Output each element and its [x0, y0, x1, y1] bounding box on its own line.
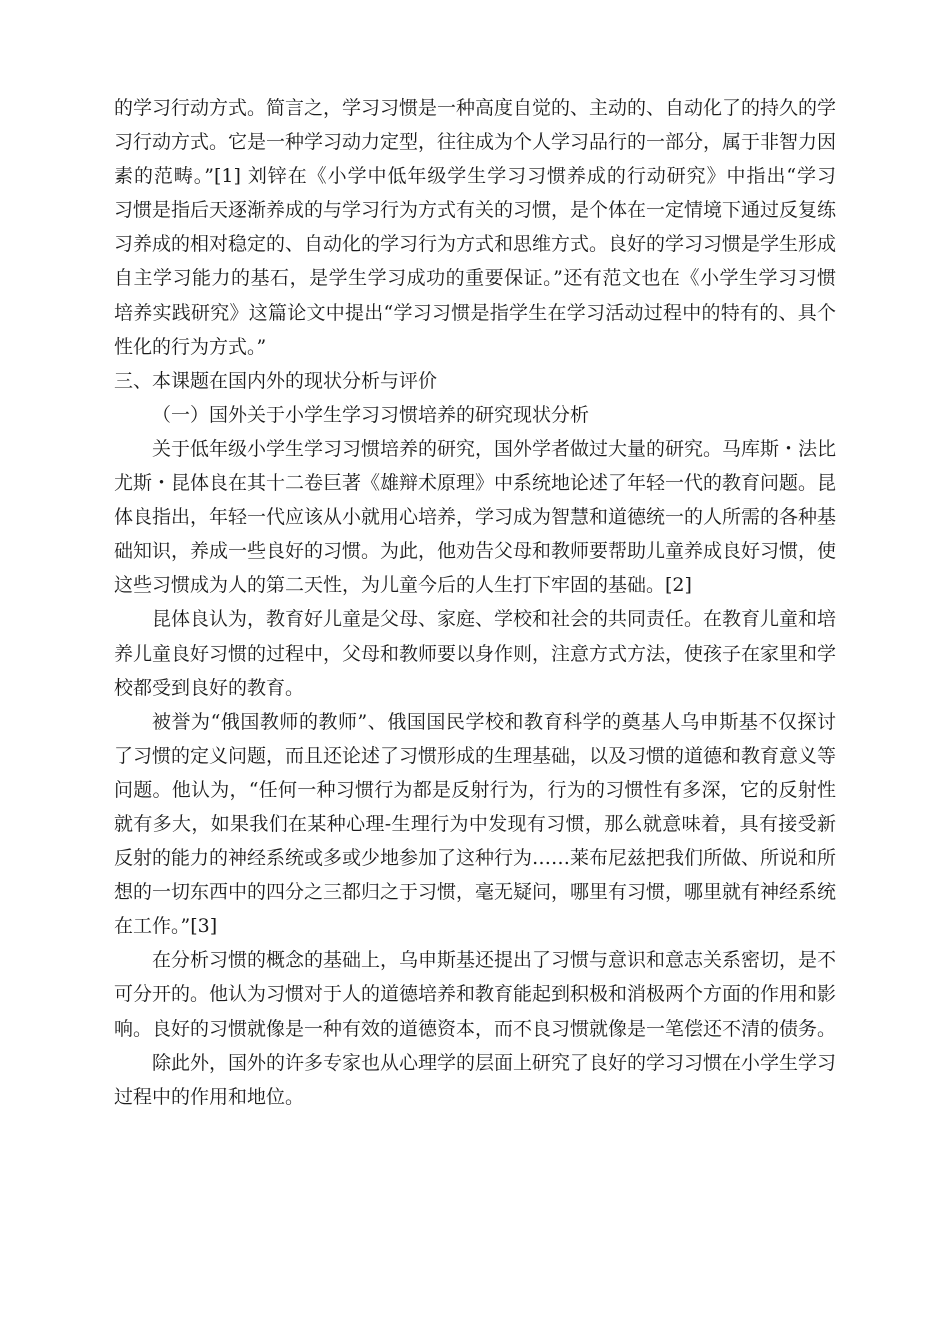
text-line: 除此外，国外的许多专家也从心理学的层面上研究了良好的学习习惯在小学生学习	[152, 1051, 837, 1074]
subsection-heading: （一）国外关于小学生学习习惯培养的研究现状分析	[152, 403, 590, 426]
document-page	[114, 91, 836, 1114]
text-line: 习养成的相对稳定的、自动化的学习行为方式和思维方式。良好的学习习惯是学生形成	[114, 233, 837, 256]
paragraph-definition-continued	[114, 91, 836, 364]
text-line: 尤斯・昆体良在其十二卷巨著《雄辩术原理》中系统地论述了年轻一代的教育问题。昆	[114, 472, 837, 495]
text-line: 培养实践研究》这篇论文中提出“学习习惯是指学生在学习活动过程中的特有的、具个	[114, 301, 836, 324]
text-line: 习行动方式。它是一种学习动力定型，往往成为个人学习品行的一部分，属于非智力因	[114, 131, 837, 154]
text-line: 关于低年级小学生学习习惯培养的研究，国外学者做过大量的研究。马库斯・法比	[152, 437, 837, 460]
text-line: 在工作。”[3]	[114, 915, 218, 938]
paragraph-foreign-experts	[114, 1046, 836, 1114]
text-line: 这些习惯成为人的第二天性，为儿童今后的人生打下牢固的基础。[2]	[114, 574, 692, 597]
text-line: 响。良好的习惯就像是一种有效的道德资本，而不良习惯就像是一笔偿还不清的债务。	[114, 1017, 837, 1040]
text-line: 校都受到良好的教育。	[114, 676, 305, 699]
paragraph-ushinsky	[114, 705, 836, 944]
text-line: 可分开的。他认为习惯对于人的道德培养和教育能起到积极和消极两个方面的作用和影	[114, 983, 837, 1006]
text-line: 养儿童良好习惯的过程中，父母和教师要以身作则，注意方式方法，使孩子在家里和学	[114, 642, 837, 665]
section-heading: 三、本课题在国内外的现状分析与评价	[114, 369, 438, 392]
text-line: 问题。他认为，“任何一种习惯行为都是反射行为，行为的习惯性有多深，它的反射性	[114, 778, 836, 801]
text-line: 在分析习惯的概念的基础上，乌申斯基还提出了习惯与意识和意志关系密切，是不	[152, 949, 837, 972]
text-line: 自主学习能力的基石，是学生学习成功的重要保证。”还有范文也在《小学生学习习惯	[114, 267, 836, 290]
text-line: 习惯是指后天逐渐养成的与学习行为方式有关的习惯，是个体在一定情境下通过反复练	[114, 199, 837, 222]
paragraph-quintilian	[114, 432, 836, 602]
text-line: 了习惯的定义问题，而且还论述了习惯形成的生理基础，以及习惯的道德和教育意义等	[114, 744, 837, 767]
text-line: 反射的能力的神经系统或多或少地参加了这种行为……莱布尼兹把我们所做、所说和所	[114, 847, 837, 870]
text-line: 的学习行动方式。简言之，学习习惯是一种高度自觉的、主动的、自动化了的持久的学	[114, 97, 837, 119]
paragraph-habit-concept	[114, 943, 836, 1045]
text-line: 性化的行为方式。”	[114, 335, 267, 358]
text-line: 就有多大，如果我们在某种心理-生理行为中发现有习惯，那么就意味着，具有接受新	[114, 812, 836, 835]
text-line: 础知识，养成一些良好的习惯。为此，他劝告父母和教师要帮助儿童养成良好习惯，使	[114, 540, 837, 563]
text-line: 昆体良认为，教育好儿童是父母、家庭、学校和社会的共同责任。在教育儿童和培	[152, 608, 837, 631]
text-line: 体良指出，年轻一代应该从小就用心培养，学习成为智慧和道德统一的人所需的各种基	[114, 506, 837, 529]
text-line: 素的范畴。”[1] 刘锌在《小学中低年级学生学习习惯养成的行动研究》中指出“学习	[114, 165, 836, 188]
paragraph-quintilian-responsibility	[114, 602, 836, 704]
text-line: 过程中的作用和地位。	[114, 1085, 305, 1108]
text-line: 想的一切东西中的四分之三都归之于习惯，毫无疑问，哪里有习惯，哪里就有神经系统	[114, 881, 837, 904]
text-line: 被誉为“俄国教师的教师”、俄国国民学校和教育科学的奠基人乌申斯基不仅探讨	[152, 710, 836, 733]
